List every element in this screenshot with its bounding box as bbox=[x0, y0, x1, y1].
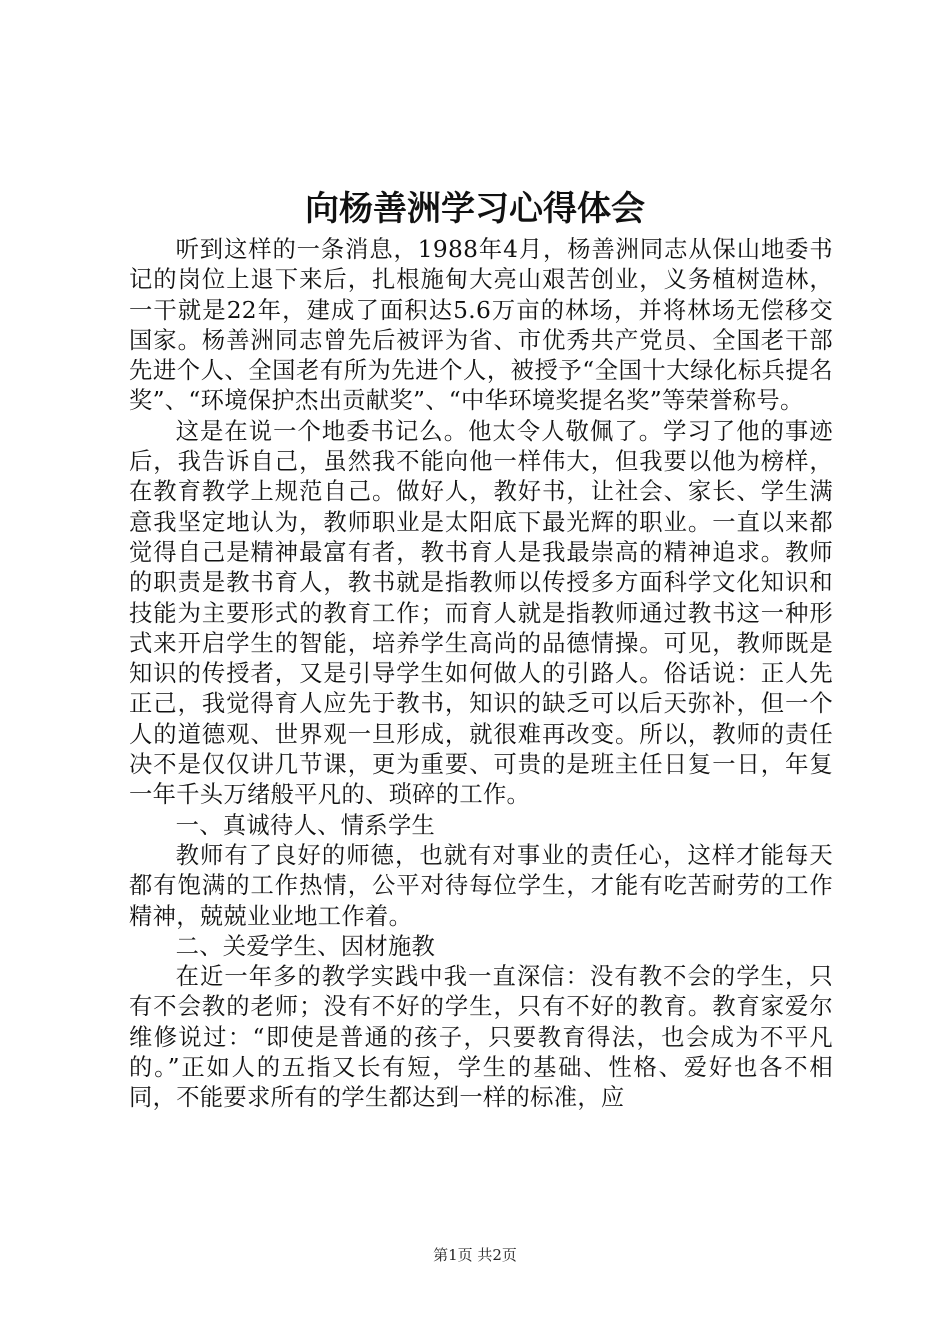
section-heading: 一、真诚待人、情系学生 bbox=[175, 811, 436, 839]
paragraph: 听到这样的一条消息，1988年4月，杨善洲同志从保山地委书记的岗位上退下来后，扎根施甸大亮山艰苦创业，义务植树造林，一干就是22年，建成了面积达5.6万亩的林场，并将林场无偿移交国家。杨善洲同志曾先后被评为省、市优秀共产党员、全国老干部先进个人、全国老有所为先进个人，被授予“全国十大绿化标兵提名奖”、“环境保护杰出贡献奖”、“中华环境奖提名奖”等荣誉称号。 bbox=[129, 236, 833, 415]
document-body bbox=[129, 235, 833, 1114]
paragraph: 在近一年多的教学实践中我一直深信：没有教不会的学生，只有不会教的老师；没有不好的学生，只有不好的教育。教育家爱尔维修说过：“即使是普通的孩子，只要教育得法，也会成为不平凡的。”正如人的五指又长有短，学生的基础、性格、爱好也各不相同，不能要求所有的学生都达到一样的标准，应 bbox=[129, 963, 833, 1112]
section-heading: 二、关爱学生、因材施教 bbox=[175, 932, 436, 960]
document-title: 向杨善洲学习心得体会 bbox=[305, 189, 645, 229]
page-footer: 第1页 共2页 bbox=[433, 1246, 517, 1264]
paragraph: 这是在说一个地委书记么。他太令人敬佩了。学习了他的事迹后，我告诉自己，虽然我不能向他一样伟大，但我要以他为榜样，在教育教学上规范自己。做好人，教好书，让社会、家长、学生满意我坚定地认为，教师职业是太阳底下最光辉的职业。一直以来都觉得自己是精神最富有者，教书育人是我最崇高的精神追求。教师的职责是教书育人，教书就是指教师以传授多方面科学文化知识和技能为主要形式的教育工作；而育人就是指教师通过教书这一种形式来开启学生的智能，培养学生高尚的品德情操。可见，教师既是知识的传授者，又是引导学生如何做人的引路人。俗话说：正人先正己，我觉得育人应先于教书，知识的缺乏可以后天弥补，但一个人的道德观、世界观一旦形成，就很难再改变。所以，教师的责任决不是仅仅讲几节课，更为重要、可贵的是班主任日复一日，年复一年千头万绪般平凡的、琐碎的工作。 bbox=[129, 417, 833, 809]
paragraph: 教师有了良好的师德，也就有对事业的责任心，这样才能每天都有饱满的工作热情，公平对待每位学生，才能有吃苦耐劳的工作精神，兢兢业业地工作着。 bbox=[129, 841, 833, 930]
